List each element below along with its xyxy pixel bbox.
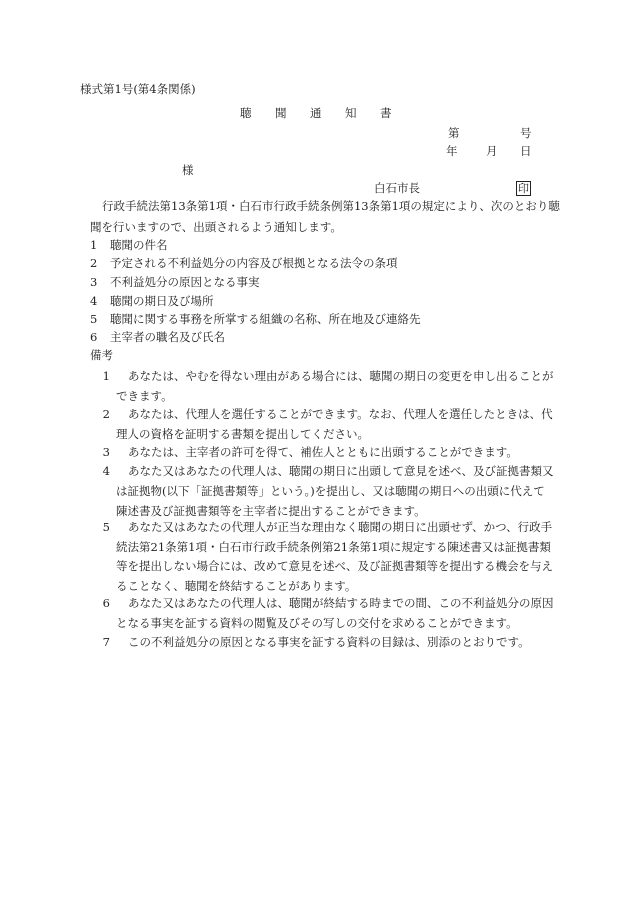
note-item: [96, 594, 556, 633]
intro-paragraph: 行政手続法第13条第1項・白石市行政手続条例第13条第1項の規定により、次のとおり聴聞を行いますので、出頭されるよう通知します。: [90, 199, 560, 234]
sender: 白石市長: [374, 181, 420, 195]
item-number: 6: [90, 330, 98, 344]
note-item: [96, 366, 556, 406]
title-char: 知: [345, 106, 357, 120]
item-number: 5: [90, 312, 98, 326]
list-item: [90, 310, 421, 328]
title-char: 書: [380, 106, 392, 120]
list-item: [90, 292, 214, 310]
item-text: 予定される不利益処分の内容及び根拠となる法令の条項: [110, 256, 398, 270]
note-item: [96, 632, 556, 652]
note-number: 6: [102, 596, 110, 610]
note-text: あなた又はあなたの代理人は、聴聞の期日に出頭して意見を述べ、及び証拠書類又は証拠物(以下「証拠書類等」という。)を提出し、又は聴聞の期日への出頭に代えて陳述書及び証拠書類等を主宰者に提出することができます。: [116, 464, 554, 518]
item-number: 2: [90, 256, 98, 270]
note-item: [96, 442, 556, 462]
item-number: 3: [90, 275, 98, 289]
note-number: 3: [102, 445, 110, 459]
title-char: 聞: [275, 106, 287, 120]
ref-dai: 第: [448, 126, 460, 140]
note-number: 7: [102, 635, 110, 649]
item-text: 聴聞の件名: [110, 238, 168, 252]
form-label: 様式第1号(第4条関係): [80, 82, 196, 96]
note-item: [96, 518, 556, 596]
item-number: 4: [90, 294, 98, 308]
date-year: 年: [446, 144, 458, 158]
note-text: あなたは、やむを得ない理由がある場合には、聴聞の期日の変更を申し出ることができます。: [116, 369, 554, 403]
item-number: 1: [90, 238, 98, 252]
item-text: 主宰者の職名及び氏名: [110, 330, 225, 344]
title-char: 通: [310, 106, 322, 120]
list-item: [90, 236, 168, 254]
note-text: あなた又はあなたの代理人が正当な理由なく聴聞の期日に出頭せず、かつ、行政手続法第21条第1項・白石市行政手続条例第21条第1項に規定する陳述書又は証拠書類等を提出しない場合には、改めて意見を述べ、及び証拠書類等を提出する機会を与えることなく、聴聞を終結することがあります。: [116, 520, 553, 593]
addressee-suffix: 様: [182, 163, 194, 177]
note-text: あなたは、代理人を選任することができます。なお、代理人を選任したときは、代理人の資格を証明する書類を提出してください。: [116, 407, 553, 441]
seal-mark: [516, 179, 531, 197]
item-text: 聴聞に関する事務を所掌する組織の名称、所在地及び連絡先: [110, 312, 421, 326]
note-number: 4: [102, 464, 110, 478]
note-text: この不利益処分の原因となる事実を証する資料の目録は、別添のとおりです。: [128, 635, 530, 649]
list-item: [90, 328, 225, 346]
date-day: 日: [520, 144, 532, 158]
notes-heading: 備考: [90, 348, 113, 362]
ref-go: 号: [520, 126, 532, 140]
note-number: 1: [102, 369, 110, 383]
item-text: 不利益処分の原因となる事実: [110, 275, 260, 289]
note-number: 2: [102, 407, 110, 421]
note-item: [96, 404, 556, 444]
list-item: [90, 273, 260, 291]
seal-box: 印: [518, 182, 529, 195]
note-number: 5: [102, 520, 110, 534]
note-text: あなたは、主宰者の許可を得て、補佐人とともに出頭することができます。: [128, 445, 518, 459]
note-text: あなた又はあなたの代理人は、聴聞が終結する時までの間、この不利益処分の原因となる事実を証する資料の閲覧及びその写しの交付を求めることができます。: [116, 596, 554, 630]
date-month: 月: [486, 144, 498, 158]
item-text: 聴聞の期日及び場所: [110, 294, 214, 308]
list-item: [90, 254, 398, 272]
title-char: 聴: [240, 106, 252, 120]
note-item: [96, 461, 556, 521]
